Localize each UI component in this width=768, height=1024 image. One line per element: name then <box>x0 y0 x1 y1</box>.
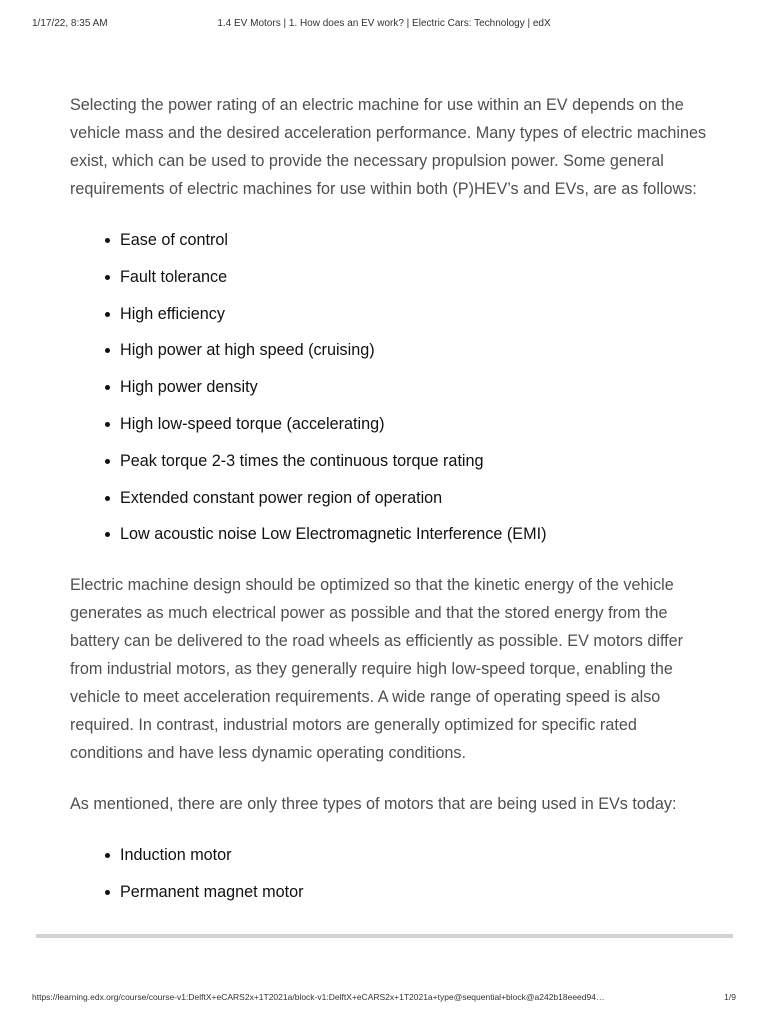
motor-types-paragraph: As mentioned, there are only three types of motors that are being used in EVs today: <box>70 795 677 814</box>
list-item: High power density <box>104 373 710 410</box>
list-item: High low-speed torque (accelerating) <box>104 410 710 447</box>
print-header <box>32 18 736 32</box>
page-number: 1/9 <box>724 992 736 1002</box>
motor-types-list <box>70 841 710 915</box>
list-item: Induction motor <box>104 841 710 878</box>
list-item: Permanent magnet motor <box>104 878 710 915</box>
page-title: 1.4 EV Motors | 1. How does an EV work? | Electric Cars: Technology | edX <box>217 18 551 29</box>
page-margin <box>0 938 768 988</box>
list-item: High efficiency <box>104 300 710 337</box>
list-item: Peak torque 2-3 times the continuous torque rating <box>104 447 710 484</box>
page-url: https://learning.edx.org/course/course-v1:DelftX+eCARS2x+1T2021a/block-v1:DelftX+eCARS2x+1T2021a+type@sequential+block@a242b18eeed94… <box>32 992 605 1002</box>
design-paragraph: Electric machine design should be optimized so that the kinetic energy of the vehicle generates as much electrical power as possible and that the stored energy from the battery can be delivered to the road wheels as efficiently as possible. EV motors differ from industrial motors, as they generally require high low-speed torque, enabling the vehicle to meet acceleration requirements. A wide range of operating speed is also required. In contrast, industrial motors are generally optimized for specific rated conditions and have less dynamic operating conditions. <box>70 576 684 763</box>
requirements-list <box>70 226 710 557</box>
list-item: Fault tolerance <box>104 263 710 300</box>
list-item: Ease of control <box>104 226 710 263</box>
print-footer <box>32 992 736 1006</box>
list-item: Extended constant power region of operation <box>104 484 710 521</box>
list-item: High power at high speed (cruising) <box>104 336 710 373</box>
list-item: Low acoustic noise Low Electromagnetic Interference (EMI) <box>104 520 710 557</box>
print-date: 1/17/22, 8:35 AM <box>32 18 108 29</box>
article-content <box>70 91 710 915</box>
intro-paragraph: Selecting the power rating of an electric machine for use within an EV depends on the vehicle mass and the desired acceleration performance. Many types of electric machines exist, which can be used to provide the necessary propulsion power. Some general requirements of electric machines for use within both (P)HEV’s and EVs, are as follows: <box>70 96 707 198</box>
